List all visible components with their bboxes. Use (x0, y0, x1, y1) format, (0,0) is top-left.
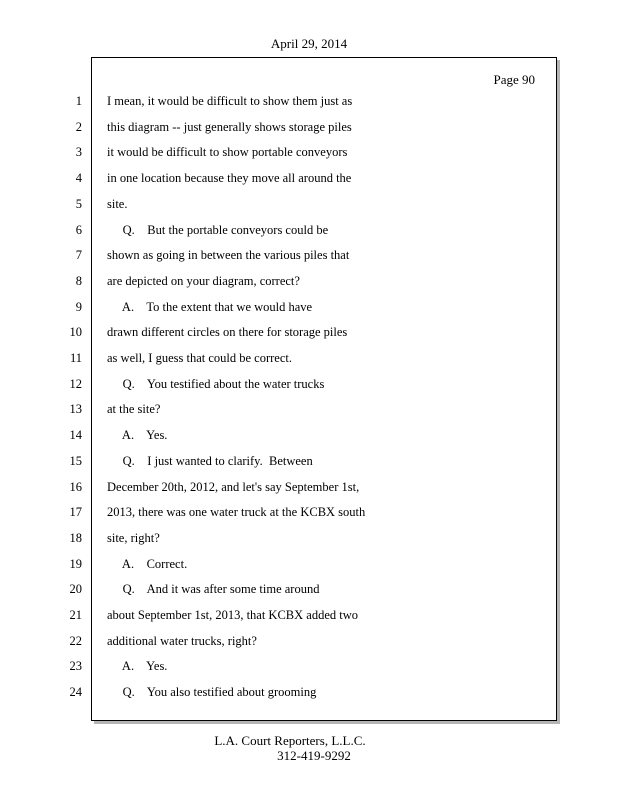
line-number: 1 (75, 94, 82, 108)
line-number: 20 (69, 582, 82, 596)
footer-phone: 312-419-9292 (277, 748, 351, 763)
line-text: Q. And it was after some time around (107, 582, 320, 596)
line-text: as well, I guess that could be correct. (107, 351, 293, 365)
line-text: Q. You also testified about grooming (107, 685, 317, 699)
header-date: April 29, 2014 (270, 36, 348, 51)
line-text: Q. I just wanted to clarify. Between (107, 454, 313, 468)
line-number: 21 (69, 608, 82, 622)
line-number: 8 (75, 274, 82, 288)
line-text: site, right? (107, 531, 160, 545)
page-number: Page 90 (493, 72, 535, 87)
line-number: 14 (69, 428, 82, 442)
line-number: 2 (75, 120, 82, 134)
line-text: in one location because they move all around the (107, 171, 352, 185)
line-number: 7 (75, 248, 82, 262)
line-number: 5 (75, 197, 82, 211)
line-number: 4 (75, 171, 82, 185)
line-number: 12 (69, 377, 82, 391)
line-text: Q. You testified about the water trucks (107, 377, 325, 391)
line-text: about September 1st, 2013, that KCBX added two (107, 608, 359, 622)
line-number: 17 (69, 505, 82, 519)
line-text: at the site? (107, 402, 161, 416)
line-number: 10 (69, 325, 82, 339)
line-number: 3 (75, 145, 82, 159)
line-number: 15 (69, 454, 82, 468)
line-number: 23 (69, 659, 82, 673)
line-number: 16 (69, 480, 82, 494)
line-number: 11 (69, 351, 82, 365)
line-number: 18 (69, 531, 82, 545)
line-text: Q. But the portable conveyors could be (107, 223, 329, 237)
line-number: 24 (69, 685, 82, 699)
line-text: A. Yes. (107, 428, 168, 442)
line-text: drawn different circles on there for storage piles (107, 325, 348, 339)
line-number: 22 (69, 634, 82, 648)
footer-company: L.A. Court Reporters, L.L.C. (214, 733, 366, 748)
line-text: A. To the extent that we would have (107, 300, 313, 314)
line-text: I mean, it would be difficult to show them just as (107, 94, 353, 108)
line-text: are depicted on your diagram, correct? (107, 274, 300, 288)
line-number: 6 (75, 223, 82, 237)
line-number: 19 (69, 557, 82, 571)
line-text: A. Correct. (107, 557, 188, 571)
line-text: December 20th, 2012, and let's say September 1st, (107, 480, 360, 494)
line-text: A. Yes. (107, 659, 168, 673)
line-text: shown as going in between the various piles that (107, 248, 350, 262)
line-text: 2013, there was one water truck at the KCBX south (107, 505, 366, 519)
line-text: it would be difficult to show portable conveyors (107, 145, 348, 159)
line-number: 9 (75, 300, 82, 314)
line-text: site. (107, 197, 128, 211)
line-number: 13 (69, 402, 82, 416)
line-text: additional water trucks, right? (107, 634, 257, 648)
line-text: this diagram -- just generally shows storage piles (107, 120, 352, 134)
